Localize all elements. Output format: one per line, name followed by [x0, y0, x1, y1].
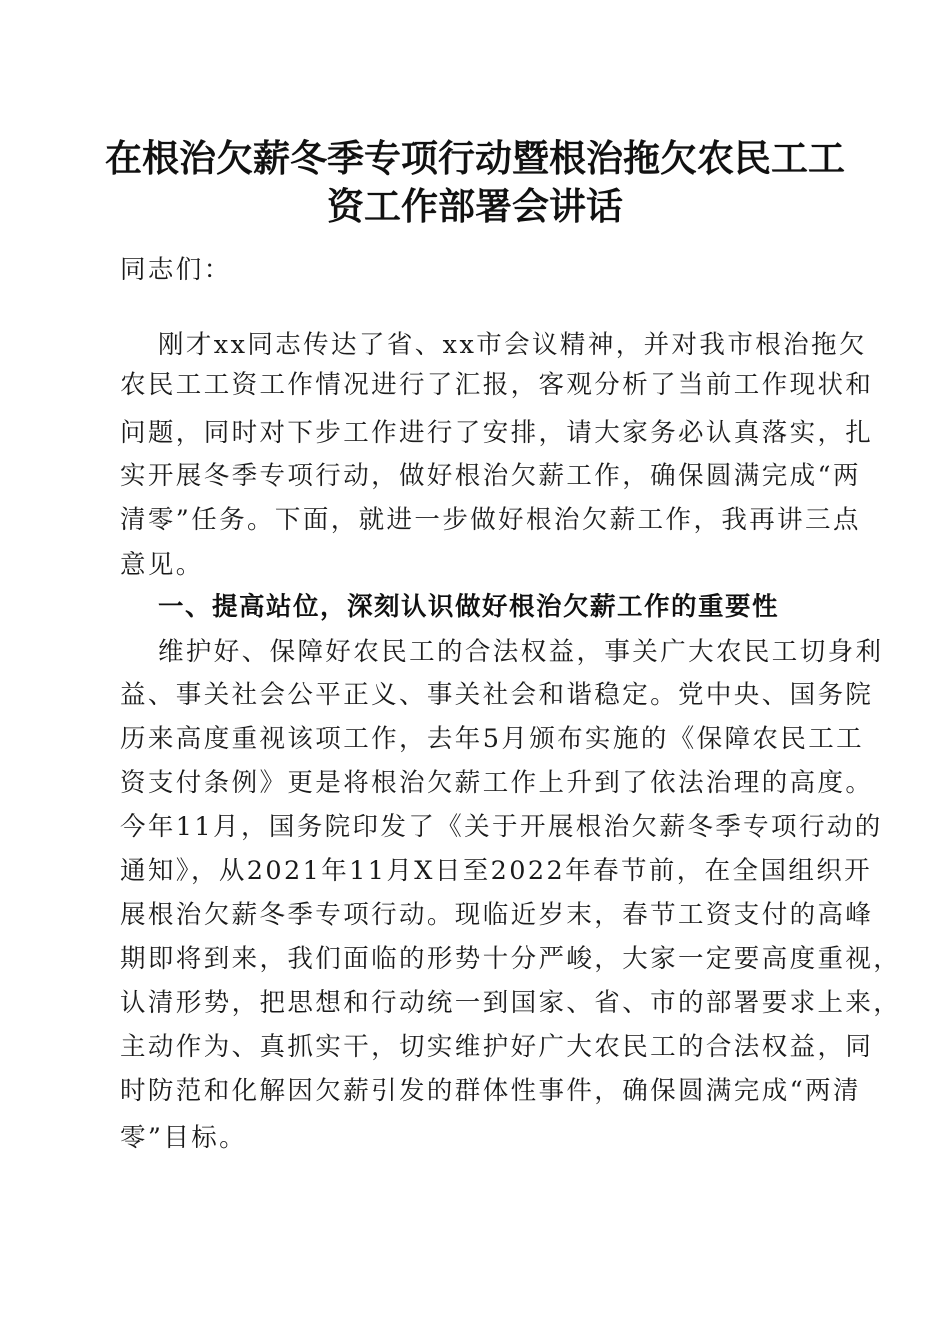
salutation: 同志们：: [120, 255, 232, 285]
document-title-line-2: 资工作部署会讲话: [327, 184, 623, 228]
paragraph-line: 资支付条例》更是将根治欠薪工作上升到了依法治理的高度。: [120, 768, 874, 798]
paragraph-line: 零”目标。: [120, 1123, 248, 1153]
paragraph-line: 刚才xx同志传达了省、xx市会议精神，并对我市根治拖欠: [158, 330, 867, 360]
paragraph-line: 认清形势，把思想和行动统一到国家、省、市的部署要求上来，: [120, 988, 902, 1018]
paragraph-line: 今年11月，国务院印发了《关于开展根治欠薪冬季专项行动的: [120, 812, 883, 842]
paragraph-line: 期即将到来，我们面临的形势十分严峻，大家一定要高度重视，: [120, 944, 902, 974]
paragraph-line: 益、事关社会公平正义、事关社会和谐稳定。党中央、国务院: [120, 680, 874, 710]
paragraph-line: 主动作为、真抓实干，切实维护好广大农民工的合法权益，同: [120, 1032, 874, 1062]
paragraph-line: 历来高度重视该项工作，去年5月颁布实施的《保障农民工工: [120, 724, 865, 754]
paragraph-line: 时防范和化解因欠薪引发的群体性事件，确保圆满完成“两清: [120, 1076, 861, 1106]
paragraph-line: 农民工工资工作情况进行了汇报，客观分析了当前工作现状和: [120, 370, 874, 400]
section-1-heading: 一、提高站位，深刻认识做好根治欠薪工作的重要性: [158, 592, 780, 622]
paragraph-line: 通知》，从2021年11月X日至2022年春节前，在全国组织开: [120, 856, 873, 886]
paragraph-line: 清零”任务。下面，就进一步做好根治欠薪工作，我再讲三点: [120, 505, 861, 535]
paragraph-line: 意见。: [120, 550, 204, 580]
document-title-line-1: 在根治欠薪冬季专项行动暨根治拖欠农民工工: [105, 136, 845, 180]
paragraph-line: 展根治欠薪冬季专项行动。现临近岁末，春节工资支付的高峰: [120, 900, 874, 930]
paragraph-line: 问题，同时对下步工作进行了安排，请大家务必认真落实，扎: [120, 418, 874, 448]
paragraph-line: 实开展冬季专项行动，做好根治欠薪工作，确保圆满完成“两: [120, 461, 861, 491]
paragraph-line: 维护好、保障好农民工的合法权益，事关广大农民工切身利: [158, 637, 884, 667]
